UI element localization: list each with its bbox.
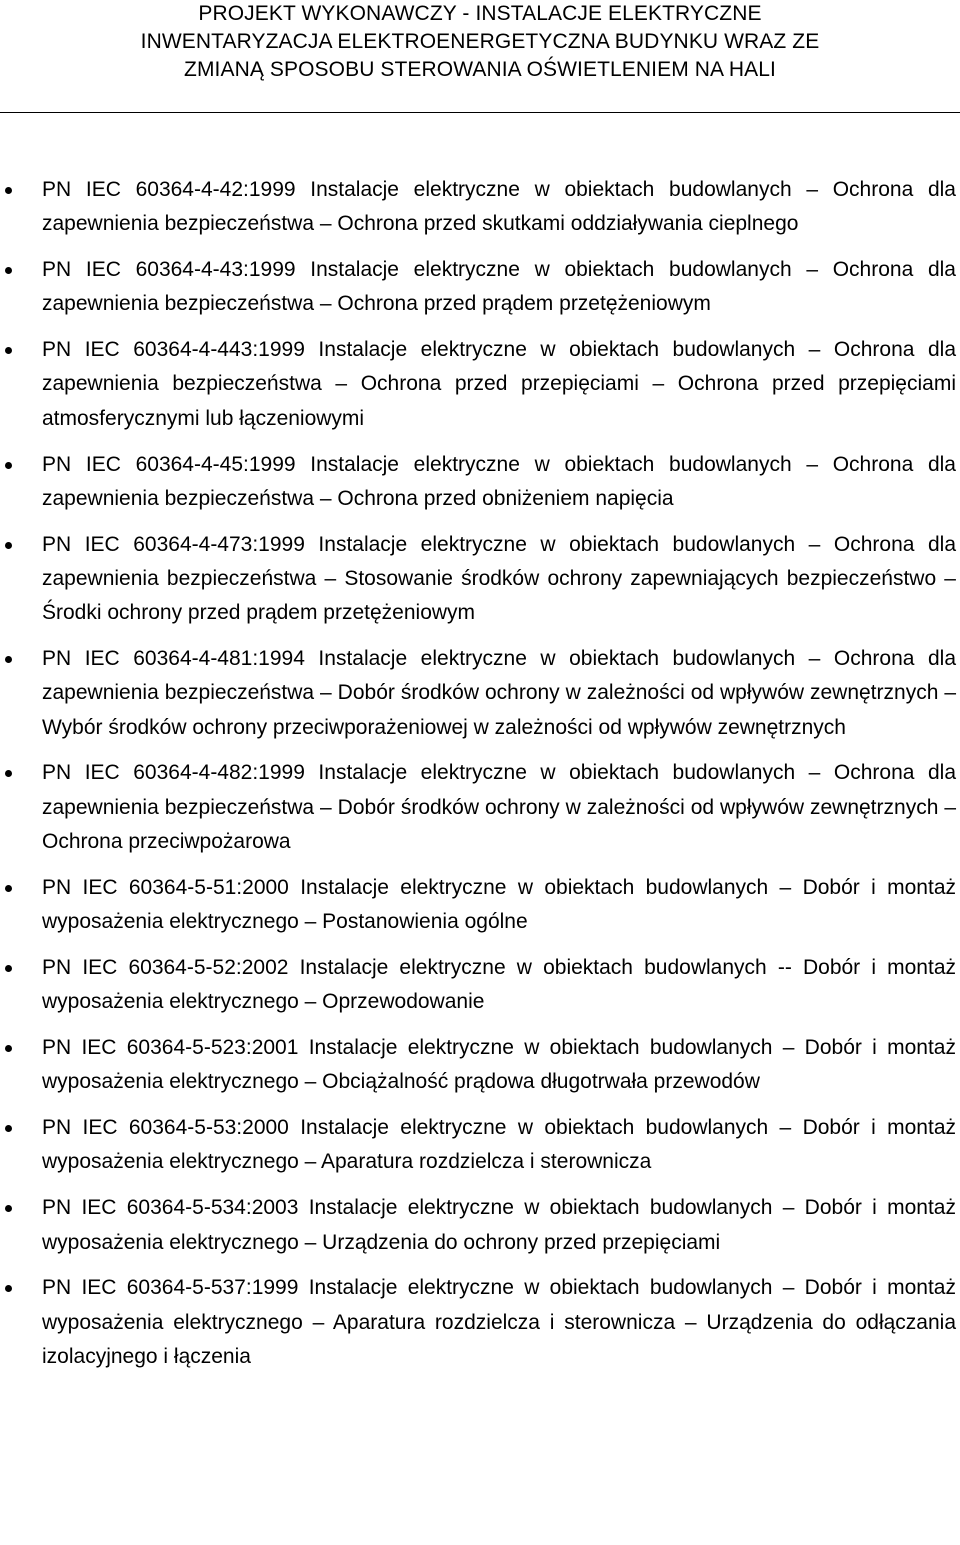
standard-text: PN IEC 60364-4-443:1999 Instalacje elektryczne w obiektach budowlanych – Ochrona dla zapewnienia bezpieczeństwa – Ochrona przed przepięciami – Ochrona przed przepięciami atmosferycznymi lub łączeniowymi: [42, 338, 956, 430]
standard-text: PN IEC 60364-4-481:1994 Instalacje elektryczne w obiektach budowlanych – Ochrona dla zapewnienia bezpieczeństwa – Dobór środków ochrony w zależności od wpływów zewnętrznych – Wybór środków ochrony przeciwporażeniowej w zależności od wpływów zewnętrznych: [42, 647, 956, 739]
standard-text: PN IEC 60364-4-473:1999 Instalacje elektryczne w obiektach budowlanych – Ochrona dla zapewnienia bezpieczeństwa – Stosowanie środków ochrony zapewniających bezpieczeństwo – Środki ochrony przed prądem przetężeniowym: [42, 532, 956, 625]
list-item: [0, 528, 960, 631]
bullet-icon: [5, 656, 12, 663]
bullet-icon: [5, 770, 12, 777]
bullet-icon: [5, 1125, 12, 1132]
list-item: [0, 448, 960, 517]
standard-text: PN IEC 60364-5-523:2001 Instalacje elektryczne w obiektach budowlanych – Dobór i montaż wyposażenia elektrycznego – Obciążalność prądowa długotrwała przewodów: [42, 1036, 956, 1094]
list-item: [0, 642, 960, 745]
standard-text: PN IEC 60364-4-42:1999 Instalacje elektryczne w obiektach budowlanych – Ochrona dla zapewnienia bezpieczeństwa – Ochrona przed skutkami oddziaływania cieplnego: [42, 178, 956, 236]
header-divider: [0, 112, 960, 113]
standard-text: PN IEC 60364-4-482:1999 Instalacje elektryczne w obiektach budowlanych – Ochrona dla zapewnienia bezpieczeństwa – Dobór środków ochrony w zależności od wpływów zewnętrznych – Ochrona przeciwpożarowa: [42, 761, 956, 854]
list-item: [0, 951, 960, 1020]
header-title-line-3: ZMIANĄ SPOSOBU STEROWANIA OŚWIETLENIEM NA HALI: [184, 58, 776, 81]
header-title-line-2: INWENTARYZACJA ELEKTROENERGETYCZNA BUDYNKU WRAZ ZE: [140, 30, 820, 53]
list-item: [0, 253, 960, 322]
standards-list: [0, 173, 960, 1386]
list-item: [0, 173, 960, 242]
list-item: [0, 1031, 960, 1100]
bullet-icon: [5, 1205, 12, 1212]
bullet-icon: [5, 1285, 12, 1292]
bullet-icon: [5, 542, 12, 549]
bullet-icon: [5, 347, 12, 354]
standard-text: PN IEC 60364-5-534:2003 Instalacje elektryczne w obiektach budowlanych – Dobór i montaż wyposażenia elektrycznego – Urządzenia do ochrony przed przepięciami: [42, 1196, 956, 1254]
standard-text: PN IEC 60364-5-53:2000 Instalacje elektryczne w obiektach budowlanych – Dobór i montaż wyposażenia elektrycznego – Aparatura rozdzielcza i sterownicza: [42, 1116, 956, 1174]
standard-text: PN IEC 60364-5-51:2000 Instalacje elektryczne w obiektach budowlanych – Dobór i montaż wyposażenia elektrycznego – Postanowienia ogólne: [42, 875, 956, 934]
list-item: [0, 871, 960, 940]
standard-text: PN IEC 60364-5-52:2002 Instalacje elektryczne w obiektach budowlanych -- Dobór i montaż wyposażenia elektrycznego – Oprzewodowanie: [42, 955, 956, 1014]
standard-text: PN IEC 60364-5-537:1999 Instalacje elektryczne w obiektach budowlanych – Dobór i montaż wyposażenia elektrycznego – Aparatura rozdzielcza i sterownicza – Urządzenia do odłączania izolacyjnego i łączenia: [42, 1276, 956, 1368]
list-item: [0, 756, 960, 859]
bullet-icon: [5, 885, 12, 892]
bullet-icon: [5, 462, 12, 469]
bullet-icon: [5, 1045, 12, 1052]
standard-text: PN IEC 60364-4-45:1999 Instalacje elektryczne w obiektach budowlanych – Ochrona dla zapewnienia bezpieczeństwa – Ochrona przed obniżeniem napięcia: [42, 452, 956, 510]
bullet-icon: [5, 965, 12, 972]
list-item: [0, 1271, 960, 1374]
list-item: [0, 1191, 960, 1260]
bullet-icon: [5, 267, 12, 274]
list-item: [0, 333, 960, 436]
standard-text: PN IEC 60364-4-43:1999 Instalacje elektryczne w obiektach budowlanych – Ochrona dla zapewnienia bezpieczeństwa – Ochrona przed prądem przetężeniowym: [42, 258, 956, 316]
header-title-line-1: PROJEKT WYKONAWCZY - INSTALACJE ELEKTRYCZNE: [198, 2, 762, 25]
page-header: [0, 0, 960, 115]
list-item: [0, 1111, 960, 1180]
bullet-icon: [5, 187, 12, 194]
